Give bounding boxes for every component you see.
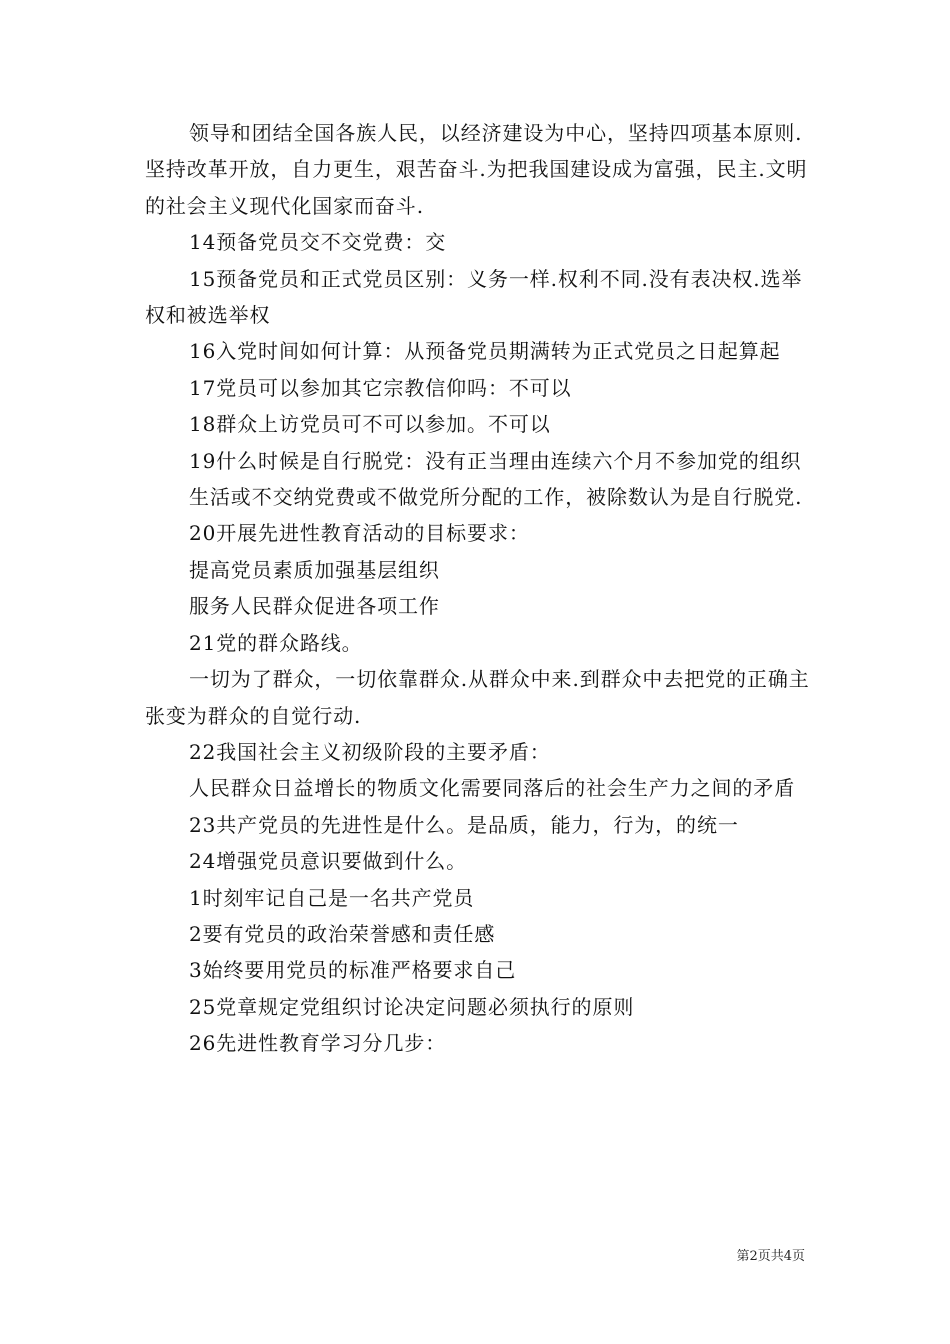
paragraph-20: 3始终要用党员的标准严格要求自己 [189,958,517,983]
paragraph-21: 25党章规定党组织讨论决定问题必须执行的原则 [189,994,635,1019]
paragraph-6: 18群众上访党员可不可以参加。不可以 [189,412,551,437]
paragraph-18: 1时刻牢记自己是一名共产党员 [189,885,475,910]
paragraph-16: 23共产党员的先进性是什么。是品质，能力，行为，的统一 [189,812,739,837]
paragraph-12: 21党的群众路线。 [189,630,363,655]
paragraph-11: 服务人民群众促进各项工作 [189,594,440,619]
paragraph-9: 20开展先进性教育活动的目标要求： [189,521,530,546]
page-number-footer: 第2页共4页 [736,1249,805,1264]
paragraph-10: 提高党员素质加强基层组织 [189,557,440,582]
paragraph-22: 26先进性教育学习分几步： [189,1031,447,1056]
paragraph-19: 2要有党员的政治荣誉感和责任感 [189,921,496,946]
paragraph-3: 15预备党员和正式党员区别：义务一样.权利不同.没有表决权.选举权和被选举权 [145,266,803,328]
paragraph-5: 17党员可以参加其它宗教信仰吗：不可以 [189,375,572,400]
paragraph-4: 16入党时间如何计算：从预备党员期满转为正式党员之日起算起 [189,339,781,364]
paragraph-17: 24增强党员意识要做到什么。 [189,849,468,874]
paragraph-8: 生活或不交纳党费或不做党所分配的工作，被除数认为是自行脱党. [189,485,803,510]
paragraph-1: 领导和团结全国各族人民，以经济建设为中心，坚持四项基本原则.坚持改革开放，自力更生，艰苦奋斗.为把我国建设成为富强，民主.文明的社会主义现代化国家而奋斗. [145,121,808,218]
document-body [145,115,810,1062]
paragraph-2: 14预备党员交不交党费：交 [189,230,447,255]
paragraph-7: 19什么时候是自行脱党：没有正当理由连续六个月不参加党的组织 [189,448,802,473]
paragraph-13: 一切为了群众，一切依靠群众.从群众中来.到群众中去把党的正确主张变为群众的自觉行动. [145,667,810,728]
paragraph-15: 人民群众日益增长的物质文化需要同落后的社会生产力之间的矛盾 [189,776,796,801]
paragraph-14: 22我国社会主义初级阶段的主要矛盾： [189,739,551,764]
